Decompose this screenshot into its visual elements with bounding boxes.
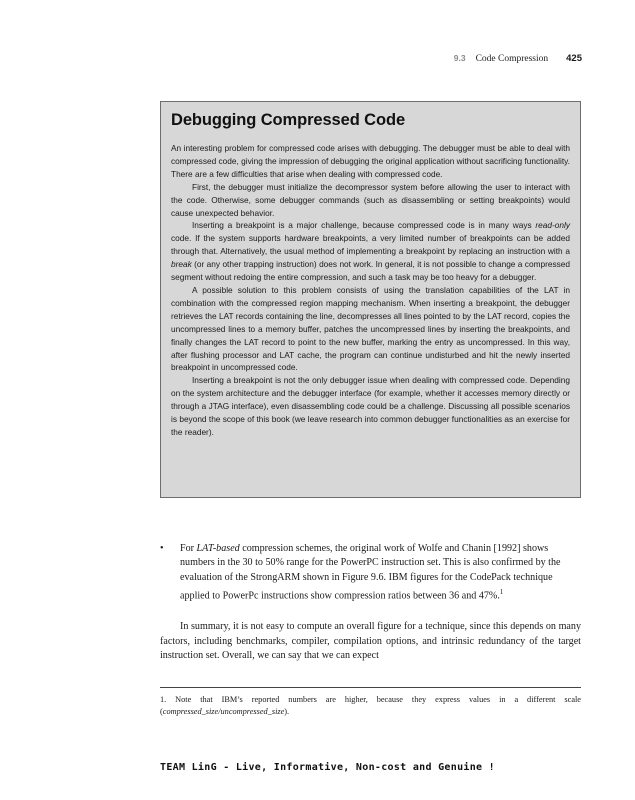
sidebar-paragraph-4: A possible solution to this problem consists of using the translation capabilities of the LAT in combination with the compressed region mapping mechanism. When inserting a breakpoint, the debugger retrieves the LAT records containing the line, decompresses all lines pointed to by the LAT record, copies the uncompressed lines to a memory buffer, patches the uncompressed lines by inserting the breakpoints, and finally changes the LAT record to point to the new buffer, marking the entry as uncompressed. In this way, after flushing processor and LAT cache, the program can continue undisturbed and hit the newly inserted breakpoint in uncompressed code.: [171, 284, 570, 373]
sidebar-paragraph-1: An interesting problem for compressed code arises with debugging. The debugger must be able to deal with compressed code, giving the impression of debugging the original application without sacrificing functionality. There are a few difficulties that arise when dealing with compressed code.: [171, 143, 570, 179]
bullet-text: [180, 542, 570, 604]
footnote-pre: 1. Note that IBM’s reported numbers are higher, because they express values in a different scale (: [160, 695, 581, 716]
bullet-item: [160, 542, 580, 604]
sidebar-paragraph-5: Inserting a breakpoint is not the only debugger issue when dealing with compressed code. Depending on the system architecture and the debugger interface (for example, whether it accesses memory directly or through a JTAG interface), even disassembling code could be a challenge. Discussing all possible scenarios is beyond the scope of this book (we leave research into common debugger functionalities as an exercise for the reader).: [171, 375, 570, 437]
section-number: 9.3: [453, 53, 466, 63]
sidebar-p3-mid: code. If the system supports hardware breakpoints, a very limited number of breakpoints can be added through that. Alternatively, the usual method of implementing a breakpoint by replacing an instruction with a: [171, 233, 570, 257]
sidebar-paragraph-2: First, the debugger must initialize the decompressor system before allowing the user to interact with the code. Otherwise, some debugger commands (such as disassembling or setting breakpoints) would cause unexpected behavior.: [171, 181, 570, 218]
footnote-mark: 1: [499, 588, 504, 597]
summary-paragraph: In summary, it is not easy to compute an overall figure for a technique, since this depends on many factors, including benchmarks, compiler, compilation options, and intrinsic redundancy of the target instruction set. Overall, we can say that we can expect: [160, 621, 581, 662]
section-title: Code Compression: [475, 54, 549, 64]
sidebar-box: [160, 101, 581, 498]
footnote-rule: [160, 687, 581, 688]
footnote: [160, 694, 581, 718]
sidebar-p3-post: (or any other trapping instruction) does not work. In general, it is not possible to change a compressed segment without redoing the entire compression, and such a task may be too heavy for a debugger.: [171, 259, 570, 283]
page-footer: TEAM LinG - Live, Informative, Non-cost and Genuine !: [160, 762, 495, 773]
bullet-post: compression schemes, the original work of Wolfe and Chanin [1992] shows numbers in the 30 to 50% range for the PowerPC instruction set. This is also confirmed by the evaluation of the StrongARM shown in Figure 9.6. IBM figures for the CodePack technique applied to PowerPc instructions show compression ratios between 36 and 47%.: [180, 543, 561, 602]
page-number: 425: [566, 53, 582, 64]
running-header: [454, 53, 582, 64]
sidebar-p3-em: read-only: [535, 220, 570, 231]
sidebar-paragraph-3: [171, 219, 570, 284]
footnote-em: compressed_size/uncompressed_size: [162, 707, 285, 716]
sidebar-p3-em2: break: [171, 259, 192, 270]
footnote-post: ).: [284, 707, 290, 716]
bullet-em: LAT-based: [196, 543, 240, 554]
sidebar-title: Debugging Compressed Code: [171, 111, 406, 129]
sidebar-p3-pre: Inserting a breakpoint is a major challenge, because compressed code is in many ways: [192, 220, 536, 231]
bullet-symbol: •: [160, 543, 164, 554]
bullet-pre: For: [180, 543, 197, 554]
